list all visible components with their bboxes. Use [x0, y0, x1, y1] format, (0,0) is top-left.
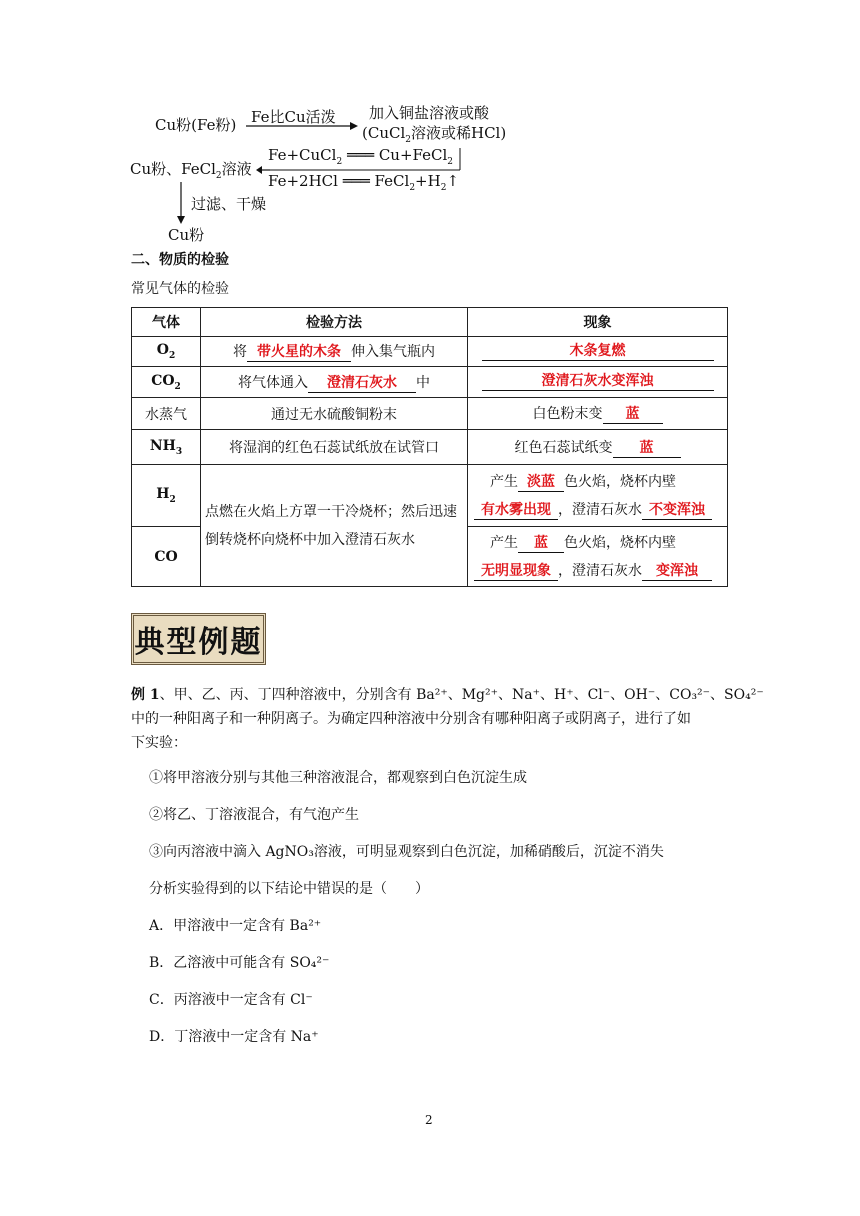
- gas-test-table: [131, 307, 728, 587]
- table-row: [132, 367, 728, 398]
- phenomenon-cell: 产生 淡蓝 色火焰，烧杯内壁 有水雾出现 ，澄清石灰水 不变浑浊: [468, 465, 728, 527]
- table-subtitle: 常见气体的检验: [131, 281, 229, 297]
- phenomenon-cell: 产生 蓝 色火焰，烧杯内壁 无明显现象 ，澄清石灰水 变浑浊: [468, 527, 728, 587]
- example-line-3: 下实验：: [131, 735, 187, 751]
- header-method: 检验方法: [201, 308, 468, 337]
- flow-condition: Fe比Cu活泼: [251, 108, 336, 126]
- example-line-1: 例 1、甲、乙、丙、丁四种溶液中，分别含有 Ba²⁺、Mg²⁺、Na⁺、H⁺、Cl⁻、OH⁻、CO₃²⁻、SO₄²⁻: [131, 687, 764, 703]
- typical-example-banner: 典型例题: [131, 613, 266, 665]
- flow-equation-2: Fe+2HCl ═══ $FeCl_2+H_2↑$: [268, 172, 460, 193]
- gas-cell: $H_2$: [132, 465, 201, 527]
- option-b: B．乙溶液中可能含有 SO₄²⁻: [149, 955, 330, 971]
- method-cell: 通过无水硫酸铜粉末: [201, 398, 468, 430]
- flow-arrow-down: [175, 182, 187, 224]
- experiment-step-3: ③向丙溶液中滴入 AgNO₃溶液，可明显观察到白色沉淀，加稀硝酸后，沉淀不消失: [149, 844, 664, 860]
- gas-cell: $O_2$: [132, 337, 201, 367]
- phenomenon-cell: 木条复燃: [468, 337, 728, 367]
- flow-intermediate: Cu粉、FeCl$_2$溶液: [130, 160, 252, 181]
- gas-cell: CO: [132, 527, 201, 587]
- gas-cell: $CO_2$: [132, 367, 201, 398]
- header-gas: 气体: [132, 308, 201, 337]
- flow-filter: 过滤、干燥: [191, 195, 267, 213]
- phenomenon-cell: 澄清石灰水变浑浊: [468, 367, 728, 398]
- experiment-step-2: ②将乙、丁溶液混合，有气泡产生: [149, 807, 359, 823]
- option-a: A．甲溶液中一定含有 Ba²⁺: [149, 918, 322, 934]
- method-cell: 将湿润的红色石蕊试纸放在试管口: [201, 430, 468, 465]
- phenomenon-cell: 红色石蕊试纸变 蓝: [468, 430, 728, 465]
- table-row: [132, 337, 728, 367]
- flow-equation-1: Fe+CuCl$_2$ ═══ Cu+FeCl$_2$: [268, 146, 454, 167]
- flow-start: Cu粉(Fe粉): [155, 116, 237, 134]
- table-row: [132, 430, 728, 465]
- flow-arrow-right: [246, 120, 358, 132]
- option-d: D．丁溶液中一定含有 Na⁺: [149, 1029, 319, 1045]
- section-title: 二、物质的检验: [131, 252, 229, 268]
- combined-method-cell: 点燃在火焰上方罩一干冷烧杯；然后迅速倒转烧杯向烧杯中加入澄清石灰水: [201, 465, 468, 587]
- flow-action-1: 加入铜盐溶液或酸: [369, 104, 490, 122]
- header-phenomenon: 现象: [468, 308, 728, 337]
- option-c: C．丙溶液中一定含有 Cl⁻: [149, 992, 313, 1008]
- question-stem: 分析实验得到的以下结论中错误的是（ ）: [149, 881, 429, 897]
- experiment-step-1: ①将甲溶液分别与其他三种溶液混合，都观察到白色沉淀生成: [149, 770, 527, 786]
- example-line-2: 中的一种阳离子和一种阴离子。为确定四种溶液中分别含有哪种阳离子或阴离子，进行了如: [131, 711, 691, 727]
- flow-end: Cu粉: [168, 226, 205, 244]
- flow-action-2: (CuCl$_2$溶液或稀HCl): [362, 124, 507, 145]
- gas-cell: $NH_3$: [132, 430, 201, 465]
- gas-cell: 水蒸气: [132, 398, 201, 430]
- method-cell: 将 带火星的木条 伸入集气瓶内: [201, 337, 468, 367]
- phenomenon-cell: 白色粉末变 蓝: [468, 398, 728, 430]
- page-number: 2: [425, 1113, 433, 1127]
- table-row: [132, 398, 728, 430]
- method-cell: 将气体通入 澄清石灰水 中: [201, 367, 468, 398]
- table-row: [132, 465, 728, 527]
